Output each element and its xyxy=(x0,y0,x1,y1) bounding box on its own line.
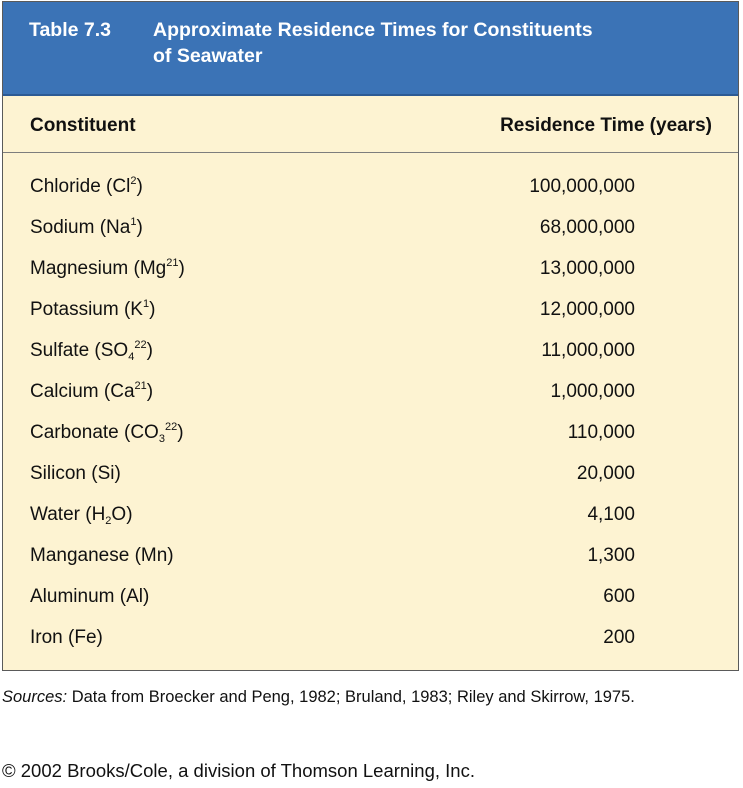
copyright-notice: © 2002 Brooks/Cole, a division of Thomson Learning, Inc. xyxy=(2,760,475,781)
residence-time-value: 110,000 xyxy=(567,422,635,443)
constituent-label: Manganese (Mn) xyxy=(30,545,174,566)
constituent-name xyxy=(30,541,174,571)
constituent-label: Sulfate (SO xyxy=(30,340,129,361)
residence-time-value: 4,100 xyxy=(587,504,635,525)
sources-text: Data from Broecker and Peng, 1982; Bruland, 1983; Riley and Skirrow, 1975. xyxy=(67,688,635,706)
constituent-sub: 4 xyxy=(128,351,135,363)
constituent-label: Calcium (Ca xyxy=(30,381,135,402)
constituent-sub: 3 xyxy=(158,433,165,445)
residence-time-value: 20,000 xyxy=(576,463,635,484)
table-row xyxy=(3,336,738,377)
header-divider xyxy=(3,152,738,153)
constituent-label: Aluminum (Al) xyxy=(30,586,150,607)
table-row xyxy=(3,377,738,418)
constituent-name xyxy=(30,254,185,284)
table-row xyxy=(3,582,738,623)
table-row xyxy=(3,500,738,541)
constituent-name xyxy=(30,418,184,448)
table-title xyxy=(153,17,713,69)
constituent-name xyxy=(30,336,153,366)
table-row xyxy=(3,459,738,500)
residence-time-value: 13,000,000 xyxy=(539,258,635,279)
constituent-label: Iron (Fe) xyxy=(30,627,103,648)
residence-time-value: 11,000,000 xyxy=(541,340,635,361)
constituent-name xyxy=(30,500,133,530)
constituent-label: Magnesium (Mg xyxy=(30,258,167,279)
constituent-sup: 22 xyxy=(164,421,178,433)
constituent-name xyxy=(30,172,143,202)
residence-time-value: 68,000,000 xyxy=(539,217,635,238)
table-row xyxy=(3,623,738,664)
table-title-line-2: of Seawater xyxy=(153,45,263,67)
constituent-tail: ) xyxy=(178,258,185,279)
constituent-name xyxy=(30,623,103,653)
residence-time-value: 1,300 xyxy=(587,545,635,566)
constituent-tail: ) xyxy=(136,217,143,238)
constituent-sup: 1 xyxy=(142,298,150,310)
residence-time-value: 100,000,000 xyxy=(529,176,635,197)
constituent-label: Water (H xyxy=(30,504,106,525)
constituent-tail: O) xyxy=(111,504,133,525)
constituent-label: Chloride (Cl xyxy=(30,176,131,197)
table-row xyxy=(3,295,738,336)
constituent-tail: ) xyxy=(149,299,156,320)
residence-time-value: 12,000,000 xyxy=(539,299,635,320)
constituent-label: Silicon (Si) xyxy=(30,463,121,484)
constituent-sup: 1 xyxy=(130,216,137,228)
constituent-name xyxy=(30,459,121,489)
constituent-tail: ) xyxy=(146,381,154,402)
table-row xyxy=(3,418,738,459)
residence-time-value: 600 xyxy=(603,586,635,607)
constituent-name xyxy=(30,213,143,243)
table-row xyxy=(3,541,738,582)
constituent-name xyxy=(30,582,149,612)
constituent-name xyxy=(30,377,153,407)
constituent-label: Carbonate (CO xyxy=(30,422,159,443)
sources-note xyxy=(2,686,737,708)
residence-times-table xyxy=(2,1,739,671)
constituent-label: Potassium (K xyxy=(30,299,143,320)
table-body xyxy=(3,172,738,664)
table-row xyxy=(3,172,738,213)
constituent-sub: 2 xyxy=(105,515,112,527)
constituent-tail: ) xyxy=(146,340,153,361)
constituent-sup: 22 xyxy=(134,339,147,351)
residence-time-value: 200 xyxy=(603,627,635,648)
column-header-residence-time: Residence Time (years) xyxy=(500,115,712,136)
column-header-constituent: Constituent xyxy=(30,115,136,136)
constituent-tail: ) xyxy=(136,176,143,197)
table-header xyxy=(3,2,738,96)
constituent-sup: 21 xyxy=(166,257,179,269)
constituent-name xyxy=(30,295,155,325)
table-title-line-1: Approximate Residence Times for Constituents xyxy=(153,19,593,41)
table-row xyxy=(3,213,738,254)
table-row xyxy=(3,254,738,295)
residence-time-value: 1,000,000 xyxy=(550,381,635,402)
constituent-tail: ) xyxy=(177,422,184,443)
constituent-label: Sodium (Na xyxy=(30,217,131,238)
constituent-sup: 2 xyxy=(130,175,137,187)
constituent-sup: 21 xyxy=(134,380,147,392)
table-number: Table 7.3 xyxy=(29,19,112,41)
sources-label: Sources: xyxy=(2,688,68,706)
